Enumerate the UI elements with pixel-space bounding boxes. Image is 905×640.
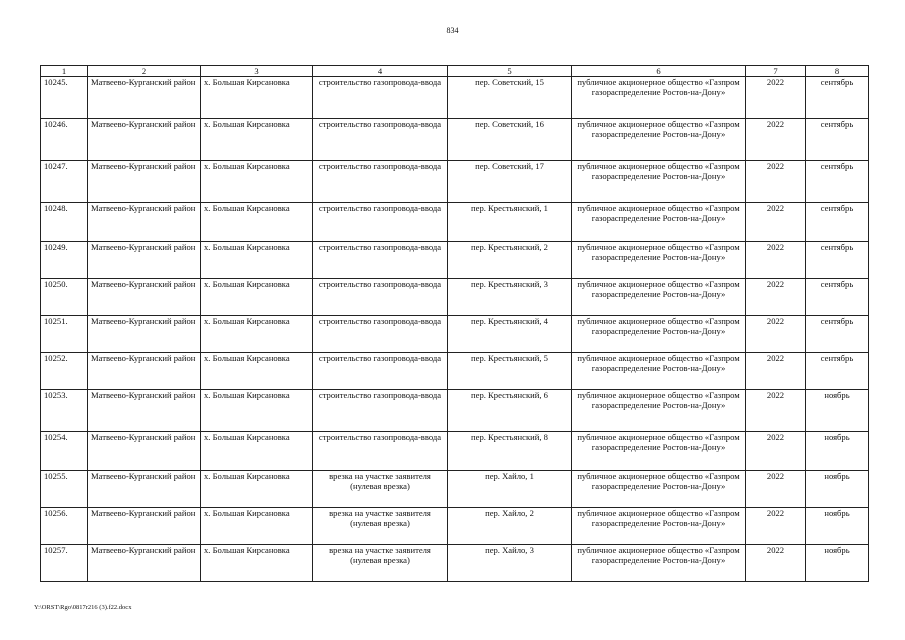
table-row xyxy=(41,432,869,471)
month-cell: сентябрь xyxy=(806,316,869,353)
work-type-cell: строительство газопровода-ввода xyxy=(313,203,448,242)
address-cell: пер. Крестьянский, 2 xyxy=(448,242,572,279)
work-type-cell: врезка на участке заявителя (нулевая врезка) xyxy=(313,545,448,582)
work-type-cell: строительство газопровода-ввода xyxy=(313,279,448,316)
settlement-cell: х. Большая Кирсановка xyxy=(201,279,313,316)
settlement-cell: х. Большая Кирсановка xyxy=(201,390,313,432)
year-cell: 2022 xyxy=(746,161,806,203)
work-type-cell: строительство газопровода-ввода xyxy=(313,390,448,432)
address-cell: пер. Советский, 17 xyxy=(448,161,572,203)
year-cell: 2022 xyxy=(746,119,806,161)
work-type-cell: строительство газопровода-ввода xyxy=(313,119,448,161)
district-cell: Матвеево-Курганский район xyxy=(88,161,201,203)
month-cell: ноябрь xyxy=(806,471,869,508)
settlement-cell: х. Большая Кирсановка xyxy=(201,432,313,471)
row-number-cell: 10247. xyxy=(41,161,88,203)
address-cell: пер. Крестьянский, 6 xyxy=(448,390,572,432)
year-cell: 2022 xyxy=(746,508,806,545)
district-cell: Матвеево-Курганский район xyxy=(88,203,201,242)
work-type-cell: врезка на участке заявителя (нулевая врезка) xyxy=(313,471,448,508)
table-row xyxy=(41,353,869,390)
address-cell: пер. Крестьянский, 3 xyxy=(448,279,572,316)
table-row xyxy=(41,119,869,161)
month-cell: ноябрь xyxy=(806,390,869,432)
organization-cell: публичное акционерное общество «Газпром газораспределение Ростов-на-Дону» xyxy=(572,471,746,508)
table-row xyxy=(41,242,869,279)
settlement-cell: х. Большая Кирсановка xyxy=(201,316,313,353)
row-number-cell: 10253. xyxy=(41,390,88,432)
organization-cell: публичное акционерное общество «Газпром газораспределение Ростов-на-Дону» xyxy=(572,161,746,203)
row-number-cell: 10255. xyxy=(41,471,88,508)
settlement-cell: х. Большая Кирсановка xyxy=(201,119,313,161)
organization-cell: публичное акционерное общество «Газпром газораспределение Ростов-на-Дону» xyxy=(572,77,746,119)
page-number: 834 xyxy=(446,26,459,35)
work-type-cell: строительство газопровода-ввода xyxy=(313,242,448,279)
year-cell: 2022 xyxy=(746,316,806,353)
settlement-cell: х. Большая Кирсановка xyxy=(201,161,313,203)
district-cell: Матвеево-Курганский район xyxy=(88,390,201,432)
column-header: 4 xyxy=(313,66,448,77)
district-cell: Матвеево-Курганский район xyxy=(88,545,201,582)
address-cell: пер. Хайло, 3 xyxy=(448,545,572,582)
district-cell: Матвеево-Курганский район xyxy=(88,242,201,279)
table-row xyxy=(41,279,869,316)
row-number-cell: 10252. xyxy=(41,353,88,390)
settlement-cell: х. Большая Кирсановка xyxy=(201,353,313,390)
row-number-cell: 10254. xyxy=(41,432,88,471)
month-cell: сентябрь xyxy=(806,77,869,119)
footer-file-path: Y:\ORST\Rgo\0817r216 (3).f22.docx xyxy=(34,604,132,611)
year-cell: 2022 xyxy=(746,353,806,390)
month-cell: ноябрь xyxy=(806,432,869,471)
organization-cell: публичное акционерное общество «Газпром газораспределение Ростов-на-Дону» xyxy=(572,508,746,545)
settlement-cell: х. Большая Кирсановка xyxy=(201,203,313,242)
settlement-cell: х. Большая Кирсановка xyxy=(201,508,313,545)
district-cell: Матвеево-Курганский район xyxy=(88,471,201,508)
district-cell: Матвеево-Курганский район xyxy=(88,508,201,545)
table-row xyxy=(41,77,869,119)
settlement-cell: х. Большая Кирсановка xyxy=(201,471,313,508)
column-header: 8 xyxy=(806,66,869,77)
settlement-cell: х. Большая Кирсановка xyxy=(201,242,313,279)
month-cell: ноябрь xyxy=(806,508,869,545)
organization-cell: публичное акционерное общество «Газпром газораспределение Ростов-на-Дону» xyxy=(572,545,746,582)
row-number-cell: 10248. xyxy=(41,203,88,242)
address-cell: пер. Крестьянский, 4 xyxy=(448,316,572,353)
table-row xyxy=(41,508,869,545)
organization-cell: публичное акционерное общество «Газпром газораспределение Ростов-на-Дону» xyxy=(572,242,746,279)
district-cell: Матвеево-Курганский район xyxy=(88,279,201,316)
month-cell: сентябрь xyxy=(806,161,869,203)
year-cell: 2022 xyxy=(746,77,806,119)
row-number-cell: 10250. xyxy=(41,279,88,316)
address-cell: пер. Хайло, 1 xyxy=(448,471,572,508)
column-header: 1 xyxy=(41,66,88,77)
year-cell: 2022 xyxy=(746,432,806,471)
address-cell: пер. Советский, 15 xyxy=(448,77,572,119)
district-cell: Матвеево-Курганский район xyxy=(88,77,201,119)
row-number-cell: 10257. xyxy=(41,545,88,582)
year-cell: 2022 xyxy=(746,279,806,316)
organization-cell: публичное акционерное общество «Газпром газораспределение Ростов-на-Дону» xyxy=(572,390,746,432)
district-cell: Матвеево-Курганский район xyxy=(88,432,201,471)
organization-cell: публичное акционерное общество «Газпром газораспределение Ростов-на-Дону» xyxy=(572,432,746,471)
address-cell: пер. Хайло, 2 xyxy=(448,508,572,545)
table-row xyxy=(41,390,869,432)
organization-cell: публичное акционерное общество «Газпром газораспределение Ростов-на-Дону» xyxy=(572,119,746,161)
year-cell: 2022 xyxy=(746,390,806,432)
month-cell: сентябрь xyxy=(806,353,869,390)
row-number-cell: 10251. xyxy=(41,316,88,353)
work-type-cell: врезка на участке заявителя (нулевая врезка) xyxy=(313,508,448,545)
column-header: 6 xyxy=(572,66,746,77)
work-type-cell: строительство газопровода-ввода xyxy=(313,353,448,390)
address-cell: пер. Крестьянский, 5 xyxy=(448,353,572,390)
table-row xyxy=(41,471,869,508)
address-cell: пер. Крестьянский, 8 xyxy=(448,432,572,471)
year-cell: 2022 xyxy=(746,203,806,242)
district-cell: Матвеево-Курганский район xyxy=(88,353,201,390)
organization-cell: публичное акционерное общество «Газпром газораспределение Ростов-на-Дону» xyxy=(572,316,746,353)
month-cell: ноябрь xyxy=(806,545,869,582)
month-cell: сентябрь xyxy=(806,279,869,316)
column-header: 2 xyxy=(88,66,201,77)
work-type-cell: строительство газопровода-ввода xyxy=(313,316,448,353)
month-cell: сентябрь xyxy=(806,119,869,161)
district-cell: Матвеево-Курганский район xyxy=(88,119,201,161)
work-type-cell: строительство газопровода-ввода xyxy=(313,432,448,471)
settlement-cell: х. Большая Кирсановка xyxy=(201,77,313,119)
table-row xyxy=(41,316,869,353)
column-header: 5 xyxy=(448,66,572,77)
table-row xyxy=(41,203,869,242)
month-cell: сентябрь xyxy=(806,242,869,279)
table-header-row xyxy=(41,66,869,77)
work-type-cell: строительство газопровода-ввода xyxy=(313,161,448,203)
month-cell: сентябрь xyxy=(806,203,869,242)
organization-cell: публичное акционерное общество «Газпром газораспределение Ростов-на-Дону» xyxy=(572,279,746,316)
settlement-cell: х. Большая Кирсановка xyxy=(201,545,313,582)
column-header: 7 xyxy=(746,66,806,77)
address-cell: пер. Советский, 16 xyxy=(448,119,572,161)
year-cell: 2022 xyxy=(746,471,806,508)
row-number-cell: 10256. xyxy=(41,508,88,545)
address-cell: пер. Крестьянский, 1 xyxy=(448,203,572,242)
organization-cell: публичное акционерное общество «Газпром газораспределение Ростов-на-Дону» xyxy=(572,203,746,242)
row-number-cell: 10249. xyxy=(41,242,88,279)
year-cell: 2022 xyxy=(746,242,806,279)
work-type-cell: строительство газопровода-ввода xyxy=(313,77,448,119)
row-number-cell: 10246. xyxy=(41,119,88,161)
organization-cell: публичное акционерное общество «Газпром газораспределение Ростов-на-Дону» xyxy=(572,353,746,390)
column-header: 3 xyxy=(201,66,313,77)
year-cell: 2022 xyxy=(746,545,806,582)
registry-table xyxy=(40,65,869,582)
row-number-cell: 10245. xyxy=(41,77,88,119)
table-row xyxy=(41,161,869,203)
table-row xyxy=(41,545,869,582)
district-cell: Матвеево-Курганский район xyxy=(88,316,201,353)
